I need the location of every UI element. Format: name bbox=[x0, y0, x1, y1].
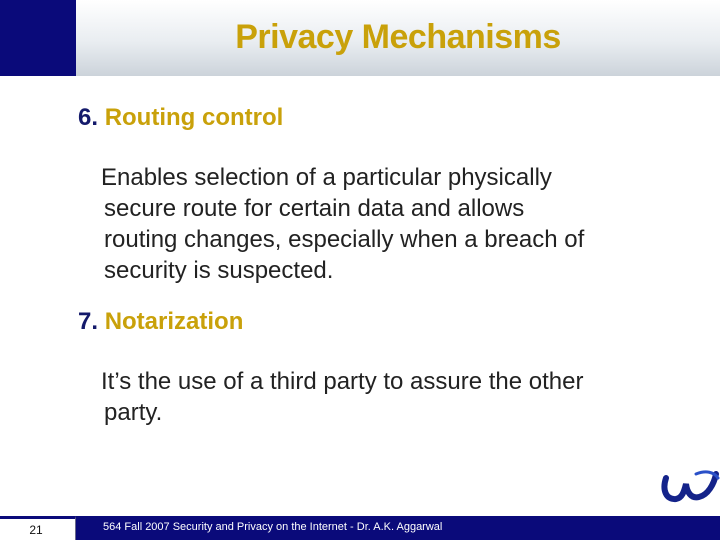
body-line: security is suspected. bbox=[104, 257, 334, 284]
footer-text: 564 Fall 2007 Security and Privacy on the Internet - Dr. A.K. Aggarwal bbox=[103, 521, 443, 533]
item-title: Notarization bbox=[104, 308, 244, 335]
item-title: Routing control bbox=[104, 104, 284, 131]
item-number: 6. bbox=[78, 104, 99, 131]
page-number: 21 bbox=[29, 523, 43, 537]
slide-title: Privacy Mechanisms bbox=[235, 18, 561, 56]
body-line: secure route for certain data and allows bbox=[104, 195, 525, 222]
page-number-box bbox=[0, 516, 76, 540]
header-left-block bbox=[0, 0, 76, 76]
item-body-routing-control bbox=[101, 162, 694, 286]
body-line: party. bbox=[104, 399, 163, 426]
body-line: routing changes, especially when a breach of bbox=[104, 226, 585, 253]
item-heading-routing-control bbox=[78, 104, 283, 132]
body-line: Enables selection of a particular physically bbox=[101, 164, 552, 191]
item-heading-notarization bbox=[78, 308, 243, 336]
body-line: It’s the use of a third party to assure the other bbox=[101, 368, 584, 395]
wave-logo-icon bbox=[660, 466, 720, 506]
item-number: 7. bbox=[78, 308, 99, 335]
item-body-notarization bbox=[101, 366, 694, 428]
